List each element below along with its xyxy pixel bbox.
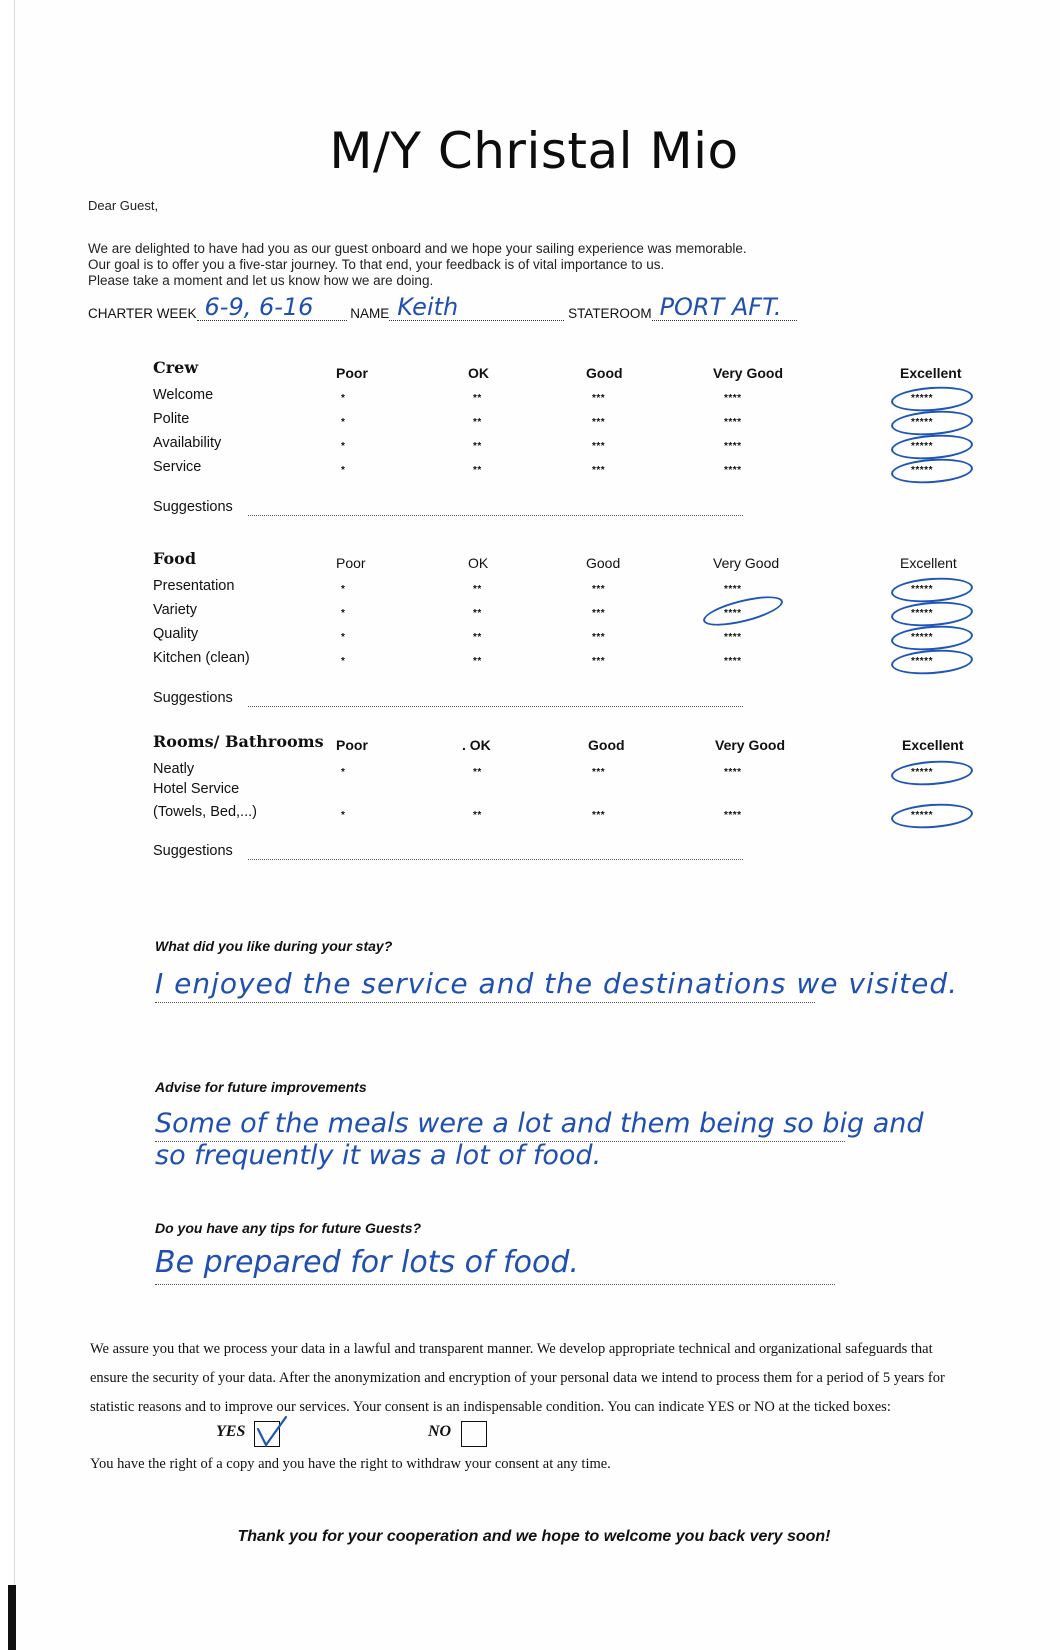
rating-stars-4[interactable]: **** [724, 810, 742, 821]
yes-label: YES [216, 1423, 246, 1440]
privacy-line: We assure you that we process your data in a lawful and transparent manner. We develop appropriate technical and organizational safeguards that [90, 1341, 933, 1357]
intro-line: Please take a moment and let us know how we are doing. [88, 273, 434, 288]
checkmark-icon [254, 1415, 290, 1451]
liked-answer-field[interactable] [155, 1002, 815, 1003]
rating-stars-3[interactable]: *** [592, 656, 606, 667]
rating-stars-1[interactable]: * [341, 810, 346, 821]
name-value: Keith [397, 293, 459, 321]
no-label: NO [428, 1423, 452, 1440]
rating-selection-mark [890, 758, 973, 788]
column-ok: OK [468, 365, 489, 381]
rating-selection-mark [890, 408, 973, 438]
rating-stars-3[interactable]: *** [592, 417, 606, 428]
column-excellent: Excellent [900, 555, 957, 571]
rating-stars-5[interactable]: ***** [911, 465, 933, 476]
crew-suggestions-field[interactable] [248, 515, 743, 516]
food-row-label: Kitchen (clean) [153, 650, 250, 666]
rating-stars-4[interactable]: **** [724, 393, 742, 404]
crew-row-label: Welcome [153, 387, 214, 403]
rating-stars-2[interactable]: ** [473, 417, 482, 428]
rating-stars-4[interactable]: **** [724, 584, 742, 595]
crossed-out-mark [701, 590, 786, 631]
stateroom-label: STATEROOM [568, 306, 652, 321]
rating-selection-mark [890, 623, 973, 653]
column-poor: Poor [336, 365, 368, 381]
food-row-label: Presentation [153, 578, 235, 594]
rating-stars-4[interactable]: **** [724, 656, 742, 667]
liked-question: What did you like during your stay? [155, 938, 393, 954]
rating-stars-5[interactable]: ***** [911, 584, 933, 595]
tips-answer-field[interactable] [155, 1284, 835, 1285]
rating-stars-4[interactable]: **** [724, 465, 742, 476]
rating-stars-2[interactable]: ** [473, 632, 482, 643]
rating-stars-5[interactable]: ***** [911, 810, 933, 821]
food-row-label: Variety [153, 602, 198, 618]
rating-selection-mark [890, 384, 973, 414]
rooms-suggestions-field[interactable] [248, 859, 743, 860]
privacy-line: statistic reasons and to improve our services. Your consent is an indispensable condition. You can indicate YES or NO at the ticked boxes: [90, 1399, 891, 1415]
rating-stars-5[interactable]: ***** [911, 393, 933, 404]
rating-stars-1[interactable]: * [341, 656, 346, 667]
guest-info-line [88, 293, 797, 321]
rating-stars-4[interactable]: **** [724, 441, 742, 452]
rating-stars-3[interactable]: *** [592, 608, 606, 619]
rating-selection-mark [890, 599, 973, 629]
rating-stars-2[interactable]: ** [473, 810, 482, 821]
rating-selection-mark [890, 801, 973, 831]
rating-stars-3[interactable]: *** [592, 584, 606, 595]
intro-line: Our goal is to offer you a five-star journey. To that end, your feedback is of vital importance to us. [88, 257, 665, 272]
tips-answer: Be prepared for lots of food. [155, 1245, 579, 1280]
rating-stars-5[interactable]: ***** [911, 632, 933, 643]
crew-row-label: Service [153, 459, 202, 475]
rating-stars-2[interactable]: ** [473, 393, 482, 404]
rating-selection-mark [890, 647, 973, 677]
rating-stars-1[interactable]: * [341, 465, 346, 476]
rating-stars-1[interactable]: * [341, 632, 346, 643]
rating-stars-2[interactable]: ** [473, 656, 482, 667]
rating-stars-4[interactable]: **** [724, 417, 742, 428]
stateroom-value: PORT AFT. [659, 293, 782, 321]
improve-answer-line1: Some of the meals were a lot and them being so big and [155, 1108, 924, 1139]
privacy-notice [90, 1335, 1050, 1422]
rating-stars-2[interactable]: ** [473, 584, 482, 595]
column-good: Good [588, 737, 625, 753]
column-excellent: Excellent [902, 737, 964, 753]
column-very-good: Very Good [713, 555, 780, 571]
rating-stars-2[interactable]: ** [473, 608, 482, 619]
rating-stars-5[interactable]: ***** [911, 417, 933, 428]
food-suggestions-label: Suggestions [153, 690, 233, 706]
food-section-title: Food [153, 549, 197, 568]
rights-notice: You have the right of a copy and you have the right to withdraw your consent at any time. [90, 1456, 611, 1472]
rating-stars-3[interactable]: *** [592, 441, 606, 452]
name-field[interactable] [389, 293, 564, 321]
column-poor: Poor [336, 737, 368, 753]
liked-answer: I enjoyed the service and the destinations we visited. [155, 967, 958, 1000]
rating-stars-4[interactable]: **** [724, 608, 742, 619]
page-edge [14, 0, 15, 1650]
rating-selection-mark [890, 432, 973, 462]
rating-stars-4[interactable]: **** [724, 632, 742, 643]
column-good: Good [586, 365, 623, 381]
rating-stars-3[interactable]: *** [592, 810, 606, 821]
rating-stars-1[interactable]: * [341, 767, 346, 778]
intro-text [88, 241, 747, 289]
rating-stars-1[interactable]: * [341, 584, 346, 595]
crew-row-label: Availability [153, 435, 222, 451]
food-row-label: Quality [153, 626, 199, 642]
rating-selection-mark [890, 575, 973, 605]
scan-edge-mark [8, 1585, 16, 1650]
column-excellent: Excellent [900, 365, 962, 381]
rating-stars-3[interactable]: *** [592, 393, 606, 404]
no-checkbox[interactable] [461, 1421, 487, 1447]
name-label: NAME [350, 306, 390, 321]
column-poor: Poor [336, 555, 366, 571]
charter-week-label: CHARTER WEEK [88, 306, 197, 321]
column-good: Good [586, 555, 621, 571]
closing-message: Thank you for your cooperation and we hope to welcome you back very soon! [237, 1528, 831, 1545]
crew-section-title: Crew [153, 358, 199, 377]
salutation: Dear Guest, [88, 198, 159, 213]
rating-stars-3[interactable]: *** [592, 465, 606, 476]
column-ok: OK [468, 555, 489, 571]
crew-row-label: Polite [153, 411, 190, 427]
tips-question: Do you have any tips for future Guests? [155, 1220, 422, 1236]
rating-stars-2[interactable]: ** [473, 767, 482, 778]
rooms-row-label: (Towels, Bed,...) [153, 804, 257, 820]
rating-stars-5[interactable]: ***** [911, 656, 933, 667]
rating-stars-3[interactable]: *** [592, 767, 606, 778]
rating-stars-1[interactable]: * [341, 441, 346, 452]
charter-week-value: 6-9, 6-16 [204, 293, 314, 321]
feedback-form-page [8, 0, 1060, 1650]
improve-answer-line2: so frequently it was a lot of food. [155, 1140, 602, 1171]
rating-stars-1[interactable]: * [341, 608, 346, 619]
column-very-good: Very Good [713, 365, 784, 381]
column-ok: . OK [462, 737, 491, 753]
crew-suggestions-label: Suggestions [153, 499, 233, 515]
rating-stars-2[interactable]: ** [473, 441, 482, 452]
food-suggestions-field[interactable] [248, 706, 743, 707]
improve-question: Advise for future improvements [155, 1079, 367, 1095]
rating-stars-2[interactable]: ** [473, 465, 482, 476]
rating-stars-4[interactable]: **** [724, 767, 742, 778]
rating-stars-5[interactable]: ***** [911, 767, 933, 778]
page-title: M/Y Christal Mio [329, 122, 739, 180]
rating-stars-1[interactable]: * [341, 393, 346, 404]
rating-selection-mark [890, 456, 973, 486]
rating-stars-3[interactable]: *** [592, 632, 606, 643]
rooms-section-title: Rooms/ Bathrooms [153, 732, 324, 751]
charter-week-field[interactable] [197, 293, 347, 321]
privacy-line: ensure the security of your data. After the anonymization and encryption of your personal data we intend to process them for a period of 5 years for [90, 1370, 945, 1386]
column-very-good: Very Good [715, 737, 786, 753]
rooms-suggestions-label: Suggestions [153, 843, 233, 859]
rating-stars-5[interactable]: ***** [911, 608, 933, 619]
intro-line: We are delighted to have had you as our guest onboard and we hope your sailing experience was memorable. [88, 241, 747, 256]
stateroom-field[interactable] [652, 293, 797, 321]
rating-stars-1[interactable]: * [341, 417, 346, 428]
rating-stars-5[interactable]: ***** [911, 441, 933, 452]
rooms-row-label: Neatly [153, 761, 195, 777]
rooms-row-label: Hotel Service [153, 781, 240, 797]
